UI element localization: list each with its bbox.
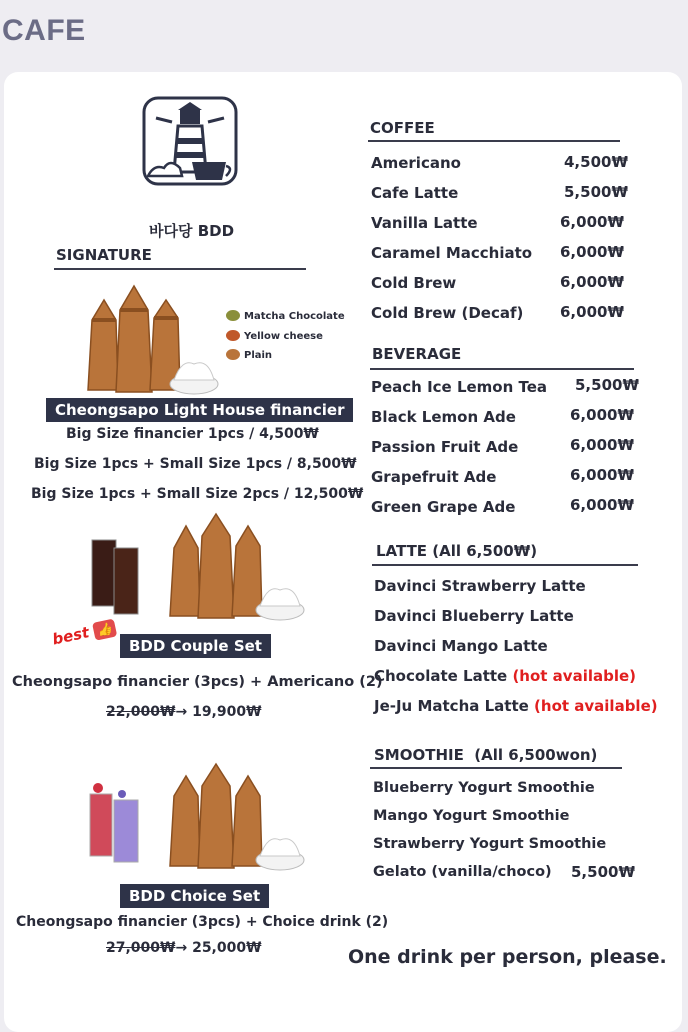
choice-set-desc: Cheongsapo financier (3pcs) + Choice drink (2) — [16, 914, 389, 930]
beverage-item: Passion Fruit Ade — [371, 438, 519, 456]
coffee-price: 5,500₩ — [564, 183, 628, 201]
coffee-price: 6,000₩ — [560, 213, 624, 231]
choice-new-price: 25,000₩ — [192, 940, 262, 956]
latte-item: Davinci Strawberry Latte — [374, 577, 586, 595]
couple-set-desc: Cheongsapo financier (3pcs) + Americano (2) — [12, 674, 383, 690]
beverage-item: Peach Ice Lemon Tea — [371, 378, 548, 396]
coffee-item: Americano — [371, 154, 461, 172]
signature-rule — [54, 268, 306, 270]
choice-old-price: 27,000₩ — [106, 940, 176, 956]
latte-item: Davinci Mango Latte — [374, 637, 548, 655]
financier-banner: Cheongsapo Light House financier — [46, 398, 353, 422]
footer-note: One drink per person, please. — [348, 946, 667, 968]
beverage-price: 5,500₩ — [575, 376, 639, 394]
smoothie-rule — [370, 767, 622, 769]
latte-item: Je-Ju Matcha Latte (hot available) — [374, 697, 658, 715]
beverage-item: Black Lemon Ade — [371, 408, 516, 426]
coffee-item: Cold Brew — [371, 274, 457, 292]
coffee-item: Vanilla Latte — [371, 214, 478, 232]
hot-available-note: (hot available) — [512, 667, 637, 685]
choice-set-image — [86, 760, 310, 874]
coffee-price: 6,000₩ — [560, 303, 624, 321]
flavor-matcha: Matcha Chocolate — [226, 310, 345, 322]
thumbs-up-icon: 👍 — [92, 619, 117, 641]
beverage-item: Grapefruit Ade — [371, 468, 497, 486]
coffee-price: 6,000₩ — [560, 243, 624, 261]
menu-card — [4, 72, 682, 1032]
arrow-icon: → — [175, 940, 188, 956]
cheese-dot-icon — [226, 330, 240, 341]
lighthouse-logo-icon — [142, 96, 238, 186]
page-title: CAFE — [2, 14, 86, 47]
financier-option-2: Big Size 1pcs + Small Size 1pcs / 8,500₩ — [34, 456, 357, 472]
financier-option-1: Big Size financier 1pcs / 4,500₩ — [66, 426, 319, 442]
latte-heading: LATTE (All 6,500₩) — [376, 542, 538, 560]
coffee-rule — [368, 140, 620, 142]
beverage-heading: BEVERAGE — [372, 345, 462, 363]
latte-item: Davinci Blueberry Latte — [374, 607, 574, 625]
smoothie-item: Blueberry Yogurt Smoothie — [373, 780, 595, 796]
latte-item: Chocolate Latte (hot available) — [374, 667, 637, 685]
hot-available-note: (hot available) — [534, 697, 658, 715]
beverage-item: Green Grape Ade — [371, 498, 516, 516]
financier-option-3: Big Size 1pcs + Small Size 2pcs / 12,500₩ — [31, 486, 364, 502]
best-badge: best 👍 — [51, 618, 118, 650]
smoothie-heading: SMOOTHIE (All 6,500won) — [374, 746, 598, 764]
coffee-heading: COFFEE — [370, 119, 435, 137]
couple-set-price — [106, 704, 262, 720]
couple-old-price: 22,000₩ — [106, 704, 176, 720]
choice-set-price — [106, 940, 262, 956]
brand-logo — [142, 96, 238, 186]
smoothie-item: Mango Yogurt Smoothie — [373, 808, 570, 824]
choice-set-banner: BDD Choice Set — [120, 884, 269, 908]
beverage-price: 6,000₩ — [570, 406, 634, 424]
coffee-item: Cafe Latte — [371, 184, 459, 202]
coffee-price: 4,500₩ — [564, 153, 628, 171]
signature-heading: SIGNATURE — [56, 246, 152, 264]
beverage-rule — [370, 368, 634, 370]
brand-name: 바다당 BDD — [149, 222, 235, 240]
latte-rule — [372, 564, 638, 566]
matcha-dot-icon — [226, 310, 240, 321]
beverage-price: 6,000₩ — [570, 436, 634, 454]
flavor-cheese: Yellow cheese — [226, 330, 323, 342]
coffee-price: 6,000₩ — [560, 273, 624, 291]
financier-image — [82, 280, 222, 398]
couple-set-image — [90, 512, 310, 624]
couple-set-banner: BDD Couple Set — [120, 634, 271, 658]
smoothie-item: Strawberry Yogurt Smoothie — [373, 836, 607, 852]
smoothie-item: Gelato (vanilla/choco) — [373, 864, 552, 880]
couple-new-price: 19,900₩ — [192, 704, 262, 720]
coffee-item: Caramel Macchiato — [371, 244, 533, 262]
beverage-price: 6,000₩ — [570, 496, 634, 514]
smoothie-price: 5,500₩ — [571, 863, 635, 881]
arrow-icon: → — [175, 704, 188, 720]
beverage-price: 6,000₩ — [570, 466, 634, 484]
coffee-item: Cold Brew (Decaf) — [371, 304, 524, 322]
flavor-plain: Plain — [226, 349, 272, 361]
plain-dot-icon — [226, 349, 240, 360]
